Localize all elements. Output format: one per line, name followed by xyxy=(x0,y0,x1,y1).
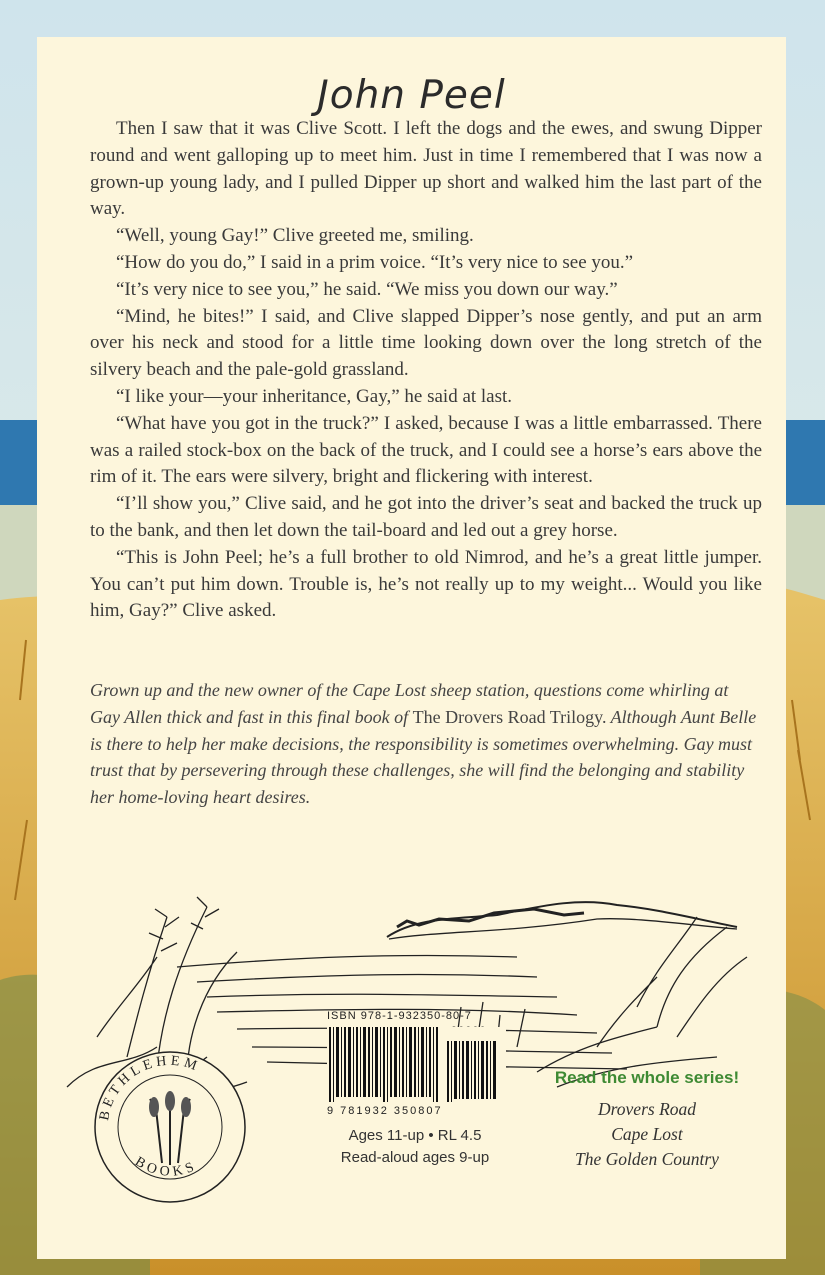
book-blurb xyxy=(90,677,758,811)
series-book: The Golden Country xyxy=(575,1149,719,1169)
publisher-name: BETHLEHEM xyxy=(97,1053,203,1122)
excerpt-paragraph: Then I saw that it was Clive Scott. I left the dogs and the ewes, and swung Dipper round and went galloping up to meet him. Just in time I remembered that I was now a grown-up young lady, and I pulled Dipper up short and walked him the last part of the way. xyxy=(90,118,762,220)
isbn-barcode xyxy=(327,1027,506,1102)
series-book-list xyxy=(537,1097,757,1172)
series-title: The Drovers Road Trilogy. xyxy=(412,706,607,727)
excerpt-paragraph: “I’ll show you,” Clive said, and he got into the driver’s seat and backed the truck up to the bank, and then let down the tail-board and led out a grey horse. xyxy=(90,493,762,541)
isbn-label: ISBN 978-1-932350-80-7 xyxy=(327,1010,472,1022)
excerpt-paragraph: “Well, young Gay!” Clive greeted me, smiling. xyxy=(116,225,474,247)
series-book: Drovers Road xyxy=(597,1099,697,1119)
blurb-text: Although Aunt Belle is there to help her make decisions, the responsibility is sometimes overwhelming. Gay must trust that by persevering through these challenges, she will find the belonging and stability her home-loving heart desires. xyxy=(90,706,757,808)
price-code: 90000 xyxy=(451,1025,487,1037)
text-panel xyxy=(37,37,786,1259)
excerpt-paragraph: “This is John Peel; he’s a full brother to old Nimrod, and he’s a great little jumper. You can’t put him down. Trouble is, he’s not really up to my weight... Would you like him, Gay?” Clive asked. xyxy=(90,546,762,622)
excerpt-body xyxy=(90,116,762,625)
excerpt-paragraph: “How do you do,” I said in a prim voice. “It’s very nice to see you.” xyxy=(116,251,634,273)
excerpt-paragraph: “What have you got in the truck?” I asked, because I was a little embarrassed. There was a railed stock-box on the back of the truck, and I could see a horse’s ears above the rim of it. The ears were silvery, bright and flickering with interest. xyxy=(90,412,762,488)
excerpt-paragraph: “It’s very nice to see you,” he said. “We miss you down our way.” xyxy=(116,278,618,300)
series-book: Cape Lost xyxy=(611,1124,683,1144)
blurb-text: Grown up and the new owner of the Cape Lost sheep station, questions come whirling at Gay Allen thick and fast in this final book of xyxy=(90,680,729,727)
publisher-logo xyxy=(90,1037,280,1217)
excerpt-title: John Peel xyxy=(317,73,506,118)
excerpt-paragraph: “I like your—your inheritance, Gay,” he said at last. xyxy=(116,385,513,407)
reading-level xyxy=(315,1125,515,1169)
read-aloud-age: Read-aloud ages 9-up xyxy=(340,1149,490,1166)
series-heading: Read the whole series! xyxy=(554,1068,740,1087)
age-range: Ages 11-up • RL 4.5 xyxy=(348,1127,482,1144)
isbn-number: 9 781932 350807 xyxy=(327,1105,443,1117)
publisher-name-bottom: BOOKS xyxy=(132,1154,200,1180)
excerpt-paragraph: “Mind, he bites!” I said, and Clive slapped Dipper’s nose gently, and put an arm over his neck and stood for a little time looking down over the long stretch of the silvery beach and the pale-gold grassland. xyxy=(90,305,762,381)
